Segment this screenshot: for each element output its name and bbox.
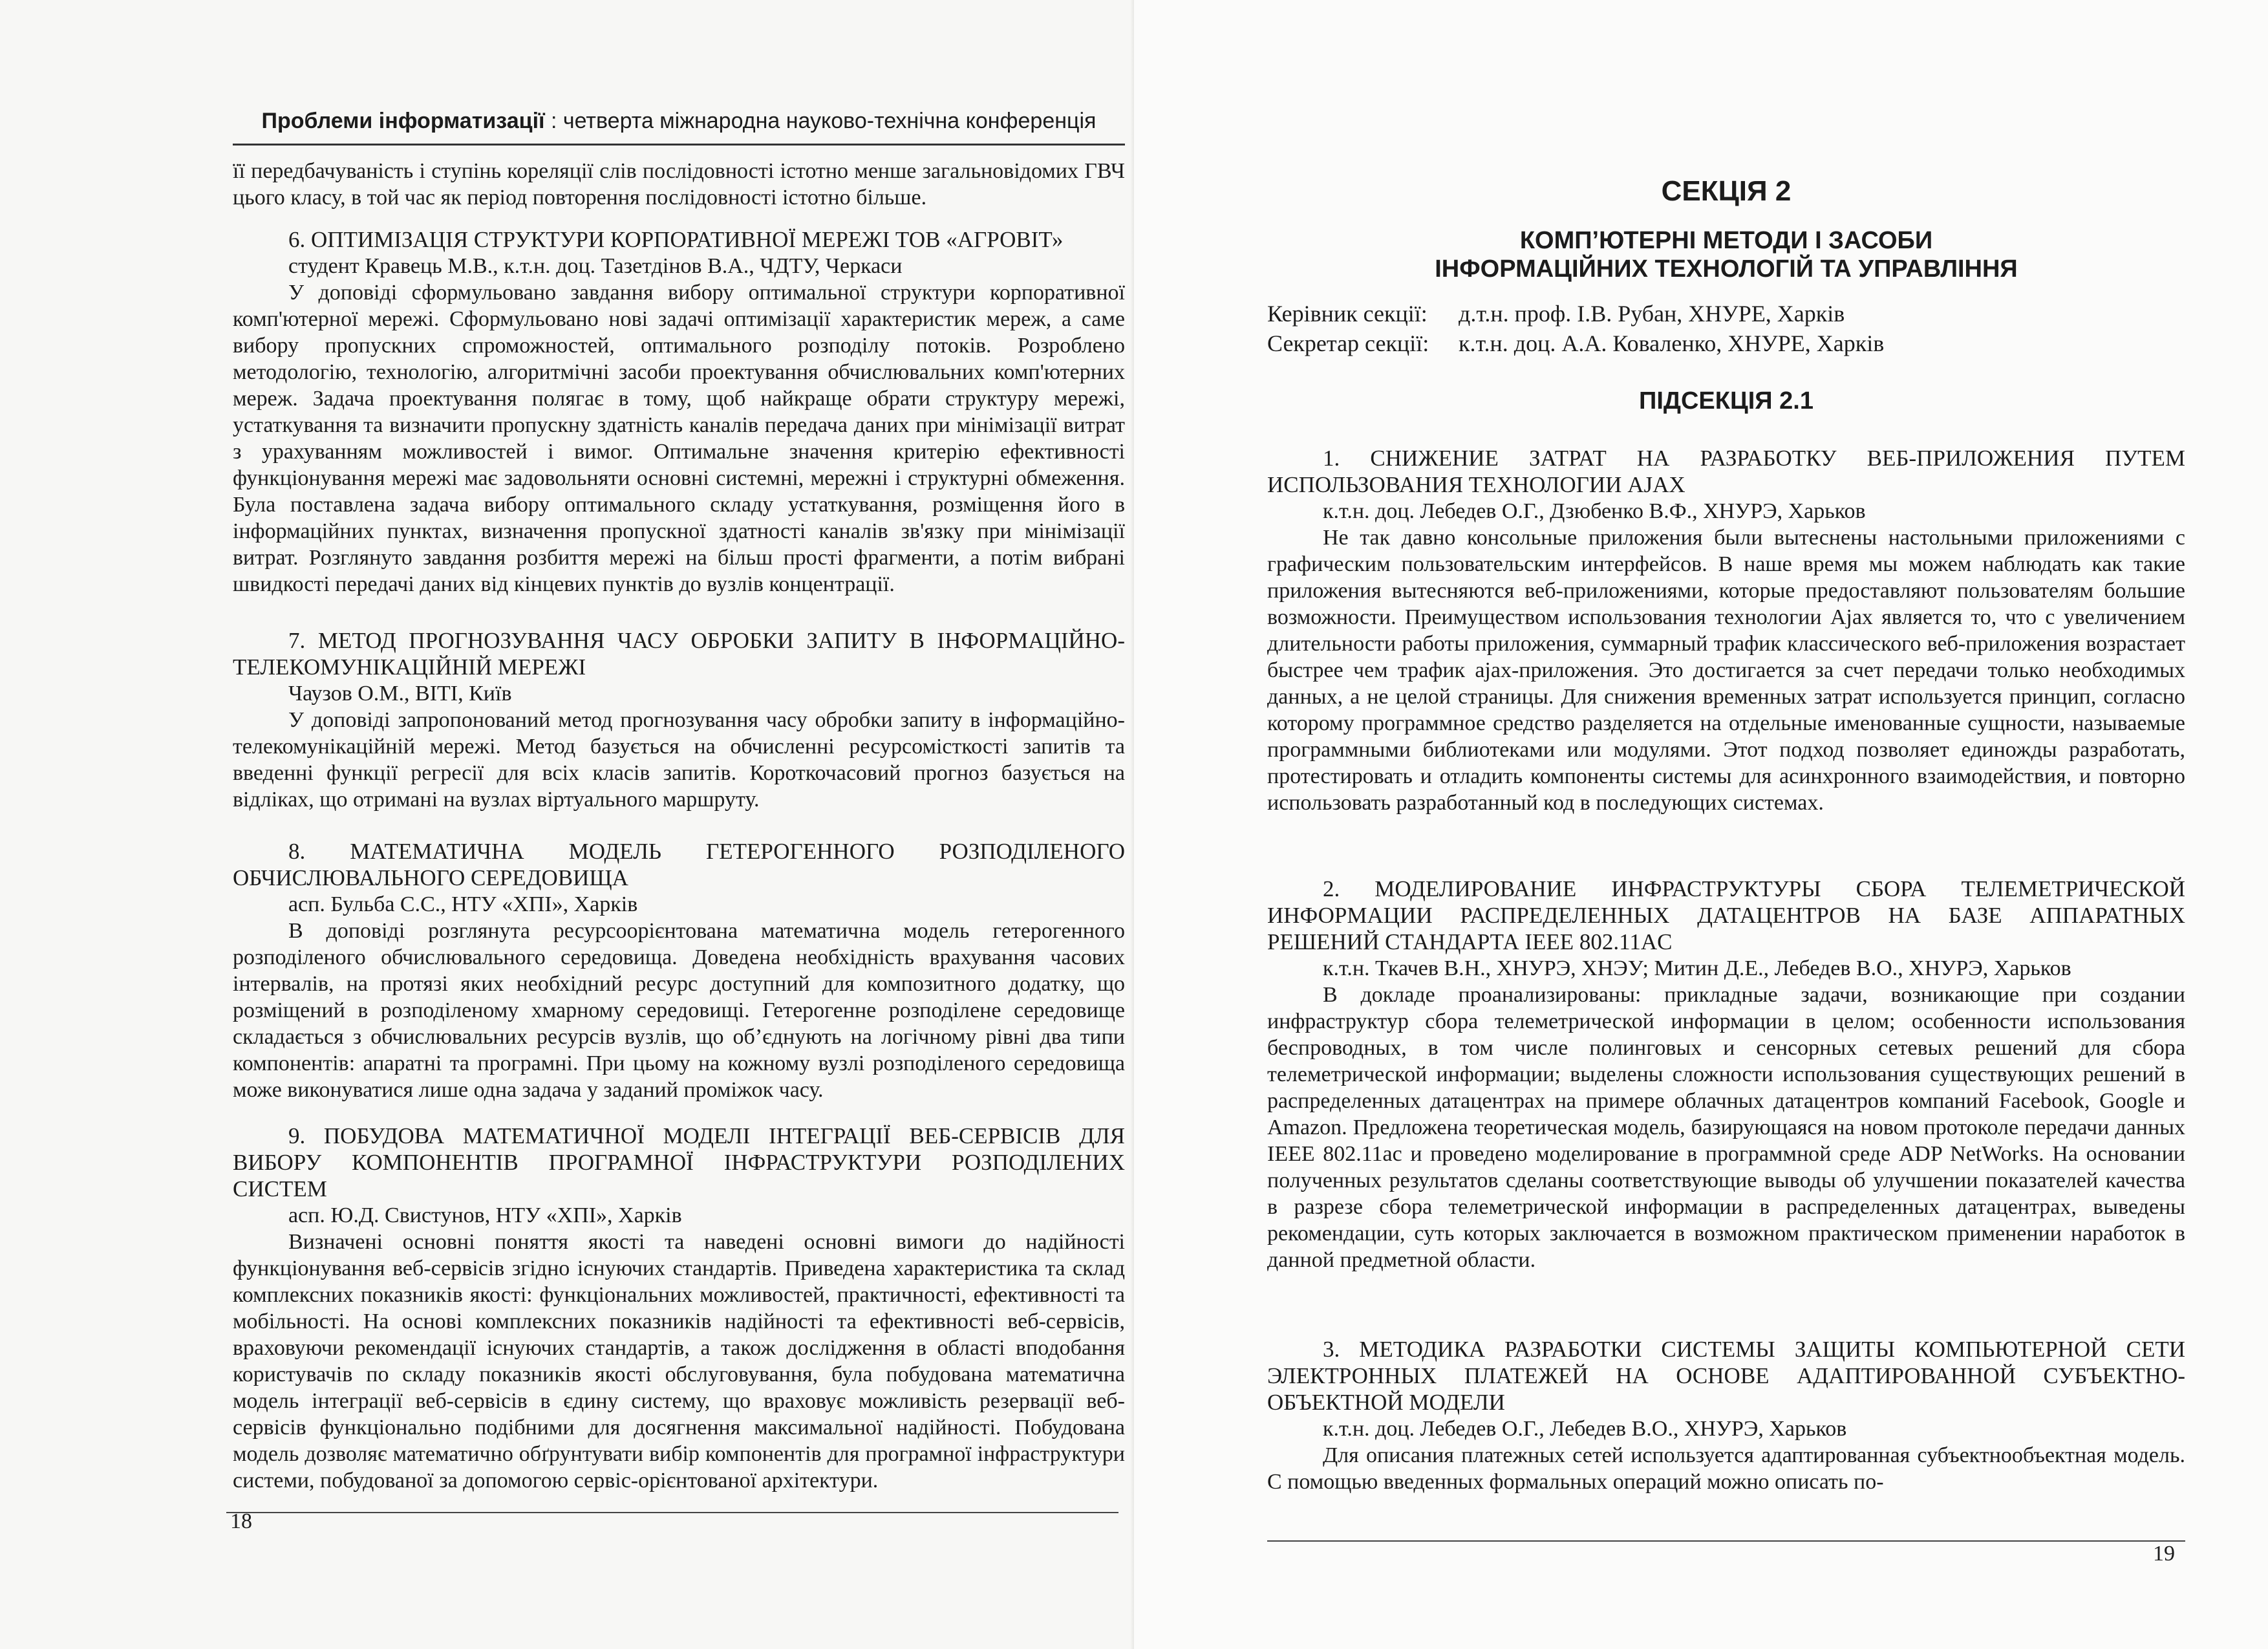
section-r2-text: В докладе проанализированы: прикладные задачи, возникающие при создании инфраструктур сбора телеметрической информации в целом; особенности использования беспроводных, в том числе полинговых и сенсорных сетевых решений для сбора телеметрической информации; выделены сложности использования существующих решений в распределенных датацентрах на примере облачных датацентров компаний Facebook, Google и Amazon. Предложена теоретическая модель, базирующаяся на новом протоколе передачи данных IEEE 802.11ac и проведено моделирование в программной среде ADP NetWorks. На основании полученных результатов сделаны соответствующие выводы об улучшении показателей качества в разрезе сбора телеметрической информации в распределенных датацентрах, выведены рекомендации, суть которых заключается в возможном практическом применении наработок в данной предметной области. <box>1267 983 2185 1272</box>
right-page-number: 19 <box>2153 1542 2175 1566</box>
section-title-line2: ІНФОРМАЦІЙНИХ ТЕХНОЛОГІЙ ТА УПРАВЛІННЯ <box>1435 255 2018 283</box>
role-secretary-value: к.т.н. доц. А.А. Коваленко, ХНУРЕ, Харків <box>1459 330 1885 356</box>
section-9-text: Визначені основні поняття якості та наведені основні вимоги до надійності функціонування веб-сервісів згідно існуючих стандартів. Приведена характеристика та склад комплексних показників якості: функціональних можливостей, практичності, ефективності та мобільності. На основі комплексних показників надійності та ефективності веб-сервісів, враховуючи рекомендації існуючих стандартів, а також дослідження в області вподобання користувачів по складу показників якості обслуговування, була побудована математична модель інтеграції веб-сервісів в єдину систему, що враховує можливість резервації веб-сервісів функціонально подібними для досягнення максимальної надійності. Побудована модель дозволяє математично обґрунтувати вибір компонентів для програмної інфраструктури системи, побудованої за допомогою сервіс-орієнтованої архітектури. <box>233 1230 1125 1493</box>
section-r1 <box>1267 445 2185 816</box>
section-r1-text: Не так давно консольные приложения были вытеснены настольными приложениями с графическим пользовательским интерфейсов. В наше время мы можем наблюдать как такие приложения вытесняются веб-приложениями, которые предоставляют пользователям большие возможности. Преимуществом использования технологии Ajax является то, что с увеличением длительности работы приложения, суммарный трафик классического веб-приложения возрастает быстрее чем трафик ajax-приложения. Это достигается за счет передачи только необходимых данных, а не целой страницы. Для снижения временных затрат используется принцип, согласно которому программное средство разделяется на отдельные именованные сущности, называемые программными библиотеками или модулями. Этот подход позволяет единожды разработать, протестировать и отладить компоненты системы для асинхронного взаимодействия, и повторно использовать разработанный код в последующих системах. <box>1267 526 2185 815</box>
section-r2-authors: к.т.н. Ткачев В.Н., ХНУРЭ, ХНЭУ; Митин Д.Е., Лебедев В.О., ХНУРЭ, Харьков <box>1323 956 2071 980</box>
section-r3 <box>1267 1336 2185 1495</box>
section-6-text: У доповіді сформульовано завдання вибору оптимальної структури корпоративної комп'ютерної мережі. Сформульовано нові задачі оптимізації характеристик мереж, а саме вибору пропускних спроможностей, оптимального розподілу потоків. Розроблено методологію, технологію, алгоритмічні засоби проектування обчислювальних комп'ютерних мереж. Задача проектування полягає в тому, щоб найкраще обрати структуру мережі, устаткування та визначити пропускну здатність каналів передача даних при мінімізації витрат з урахуванням можливостей і вимог. Оптимальне значення критерію ефективності функціонування мережі має задовольняти основні системні, мережні і структурні обмеження. Була поставлена задача вибору оптимального складу устаткування, розміщення його в інформаційних пунктах, визначення пропускної здатності каналів зв'язку при мінімізації витрат. Розглянуто завдання розбиття мережі на більш прості фрагменти, а потім вибрані швидкості передачі даних від кінцевих пунктів до вузлів концентрації. <box>233 281 1125 596</box>
section-r3-authors: к.т.н. доц. Лебедев О.Г., Лебедев В.О., ХНУРЭ, Харьков <box>1323 1417 1847 1441</box>
header-rule <box>233 144 1125 146</box>
section-r1-authors: к.т.н. доц. Лебедев О.Г., Дзюбенко В.Ф., ХНУРЭ, Харьков <box>1323 499 1866 523</box>
intro-paragraph: її передбачуваність і ступінь кореляції слів послідовності істотно менше загальновідомих ГВЧ цього класу, в той час як період повторення послідовності істотно більше. <box>233 159 1125 210</box>
role-secretary-key: Секретар секції: <box>1267 330 1429 356</box>
intro-block <box>233 158 1125 211</box>
section-8 <box>233 838 1125 1103</box>
section-r3-text: Для описания платежных сетей используется адаптированная субъектнообъектная модель. С помощью введенных формальных операций можно описать по- <box>1267 1443 2185 1494</box>
section-r1-title: 1. СНИЖЕНИЕ ЗАТРАТ НА РАЗРАБОТКУ ВЕБ-ПРИЛОЖЕНИЯ ПУТЕМ ИСПОЛЬЗОВАНИЯ ТЕХНОЛОГИИ AJAX <box>1267 446 2185 497</box>
running-header-bold: Проблеми інформатизації <box>261 109 545 133</box>
role-row-secretary <box>1267 329 2185 358</box>
role-head-key: Керівник секції: <box>1267 301 1428 327</box>
section-8-authors: асп. Бульба С.С., НТУ «ХПІ», Харків <box>288 892 638 916</box>
section-6-authors: студент Кравець М.В., к.т.н. доц. Тазетдінов В.А., ЧДТУ, Черкаси <box>288 254 903 278</box>
section-7-authors: Чаузов О.М., ВІТІ, Київ <box>288 682 512 706</box>
section-7 <box>233 627 1125 813</box>
section-7-title: 7. МЕТОД ПРОГНОЗУВАННЯ ЧАСУ ОБРОБКИ ЗАПИТУ В ІНФОРМАЦІЙНО-ТЕЛЕКОМУНІКАЦІЙНІЙ МЕРЕЖІ <box>233 628 1125 680</box>
running-header <box>233 109 1125 134</box>
section-title-line1: КОМП’ЮТЕРНІ МЕТОДИ І ЗАСОБИ <box>1519 227 1933 254</box>
section-9 <box>233 1123 1125 1494</box>
section-8-title: 8. МАТЕМАТИЧНА МОДЕЛЬ ГЕТЕРОГЕННОГО РОЗПОДІЛЕНОГО ОБЧИСЛЮВАЛЬНОГО СЕРЕДОВИЩА <box>233 839 1125 890</box>
subsection-label: ПІДСЕКЦІЯ 2.1 <box>1639 387 1813 415</box>
section-8-text: В доповіді розглянута ресурсоорієнтована математична модель гетерогенного розподіленого обчислювального середовища. Доведена необхідність врахування часових інтервалів, на протязі яких необхідний ресурс доступний для композитного додатку, що розміщений в розподіленому хмарному середовищі. Гетерогенне розподілене середовище складається з обчислювальних ресурсів вузлів, що об’єднують на логічному рівні два типи компонентів: апаратні та програмні. При цьому на кожному вузлі розподіленого середовища може виконуватися лише одна задача у заданий проміжок часу. <box>233 919 1125 1102</box>
section-r2 <box>1267 876 2185 1273</box>
right-footer-rule <box>1267 1540 2185 1542</box>
subsection-heading <box>1267 387 2185 415</box>
section-6-title: 6. ОПТИМІЗАЦІЯ СТРУКТУРИ КОРПОРАТИВНОЇ МЕРЕЖІ ТОВ «АГРОВІТ» <box>288 227 1064 252</box>
section-roles <box>1267 299 2185 358</box>
section-r3-title: 3. МЕТОДИКА РАЗРАБОТКИ СИСТЕМЫ ЗАЩИТЫ КОМПЬЮТЕРНОЙ СЕТИ ЭЛЕКТРОННЫХ ПЛАТЕЖЕЙ НА ОСНОВЕ АДАПТИРОВАННОЙ СУБЪЕКТНО-ОБЪЕКТНОЙ МОДЕЛИ <box>1267 1337 2185 1415</box>
role-row-head <box>1267 299 2185 329</box>
left-footer-rule <box>226 1512 1118 1513</box>
section-r2-title: 2. МОДЕЛИРОВАНИЕ ИНФРАСТРУКТУРЫ СБОРА ТЕЛЕМЕТРИЧЕСКОЙ ИНФОРМАЦИИ РАСПРЕДЕЛЕННЫХ ДАТАЦЕНТРОВ НА БАЗЕ АППАРАТНЫХ РЕШЕНИЙ СТАНДАРТА IEEE 802.11AC <box>1267 876 2185 954</box>
section-9-authors: асп. Ю.Д. Свистунов, НТУ «ХПІ», Харків <box>288 1203 682 1227</box>
section-9-title: 9. ПОБУДОВА МАТЕМАТИЧНОЇ МОДЕЛІ ІНТЕГРАЦІЇ ВЕБ-СЕРВІСІВ ДЛЯ ВИБОРУ КОМПОНЕНТІВ ПРОГРАМНОЇ ІНФРАСТРУКТУРИ РОЗПОДІЛЕНИХ СИСТЕМ <box>233 1123 1125 1202</box>
section-7-text: У доповіді запропонований метод прогнозування часу обробки запиту в інформаційно-телекомунікаційній мережі. Метод базується на обчисленні ресурсомісткості запитів та введенні функції регресії для всіх класів запитів. Короткочасовий прогноз базується на відліках, що отримані на вузлах віртуального маршруту. <box>233 708 1125 812</box>
section-heading-block <box>1267 175 2185 283</box>
running-header-rest: : четверта міжнародна науково-технічна конференція <box>544 109 1097 133</box>
section-6 <box>233 226 1125 598</box>
right-page <box>1134 0 2268 1649</box>
left-page-number: 18 <box>230 1509 252 1533</box>
role-head-value: д.т.н. проф. І.В. Рубан, ХНУРЕ, Харків <box>1459 301 1845 327</box>
section-label: СЕКЦІЯ 2 <box>1661 175 1792 207</box>
